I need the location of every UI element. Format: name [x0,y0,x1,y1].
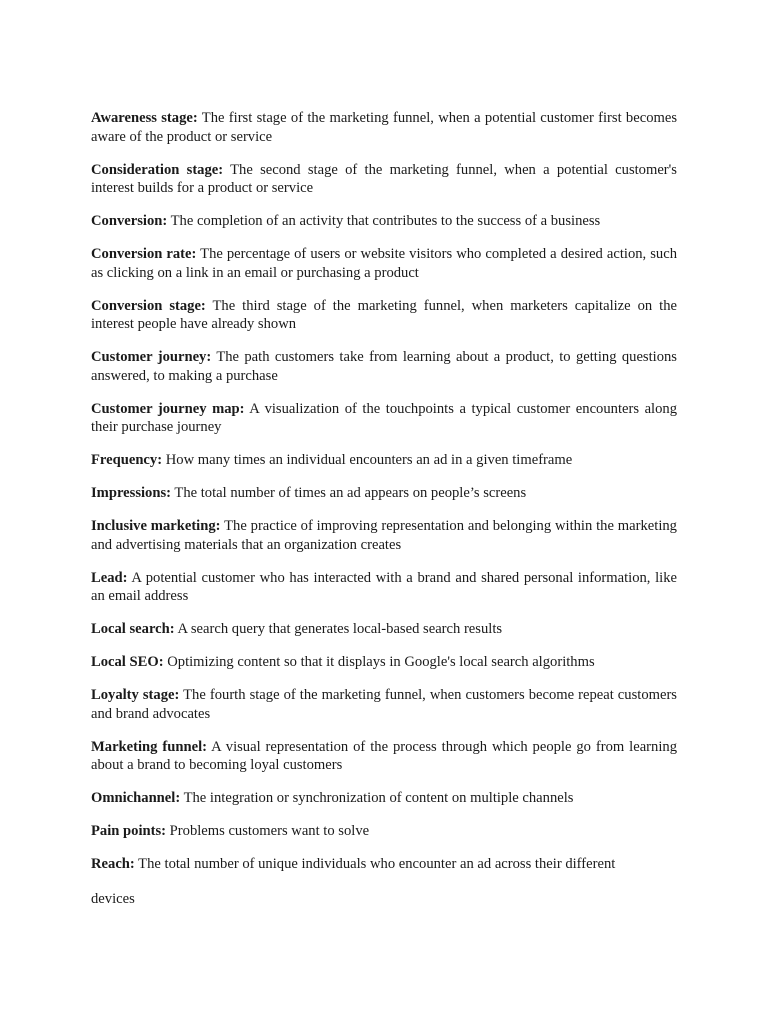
glossary-definition: How many times an individual encounters an ad in a given timeframe [165,452,573,468]
glossary-entry-marketing-funnel [91,738,677,775]
glossary-definition: The integration or synchronization of content on multiple channels [183,790,574,806]
glossary-term: Pain points: [91,823,167,839]
glossary-definition: Problems customers want to solve [169,823,370,839]
glossary-definition: The completion of an activity that contributes to the success of a business [170,213,601,229]
glossary-term: Conversion: [91,213,168,229]
glossary-entry-reach [91,855,677,874]
glossary-term: Customer journey map: [91,400,245,417]
glossary-definition: A search query that generates local-based search results [177,621,503,637]
glossary-entry-customer-journey-map [91,400,677,437]
glossary-term: Local search: [91,621,175,637]
glossary-entry-conversion-stage [91,297,677,334]
glossary-term: Conversion stage: [91,297,206,314]
glossary-definition: The third stage of the marketing funnel, when marketers capitalize on the interest people have already shown [91,297,677,332]
glossary-definition: The second stage of the marketing funnel, when a potential customer's interest builds for a product or service [91,161,677,196]
glossary-definition: The fourth stage of the marketing funnel, when customers become repeat customers and brand advocates [91,687,677,722]
glossary-entry-conversion-rate [91,245,677,282]
glossary-entry-loyalty-stage [91,686,677,723]
glossary-definition: The practice of improving representation and belonging within the marketing and advertising materials that an organization creates [91,518,677,553]
glossary-definition: The first stage of the marketing funnel, when a potential customer first becomes aware of the product or service [91,110,677,145]
glossary-term: Loyalty stage: [91,687,180,703]
glossary-definition: The total number of unique individuals who encounter an ad across their different [138,856,616,872]
glossary-term: Omnichannel: [91,790,181,806]
glossary-definition: The path customers take from learning about a product, to getting questions answered, to making a purchase [91,349,677,384]
glossary-term: Local SEO: [91,654,164,670]
glossary-entry-customer-journey [91,348,677,385]
glossary-definition: The percentage of users or website visitors who completed a desired action, such as clicking on a link in an email or purchasing a product [91,246,677,281]
glossary-page [91,109,677,908]
glossary-continuation-text: devices [91,890,135,907]
glossary-entry-omnichannel [91,789,677,808]
glossary-entry-consideration-stage [91,161,677,198]
glossary-term: Lead: [91,569,128,586]
glossary-term: Inclusive marketing: [91,518,221,534]
glossary-entry-impressions [91,484,677,503]
glossary-entry-local-search [91,620,677,639]
glossary-term: Customer journey: [91,349,212,365]
glossary-definition: A visualization of the touchpoints a typical customer encounters along their purchase journey [91,400,677,435]
glossary-entry-lead [91,569,677,606]
glossary-definition: A potential customer who has interacted with a brand and shared personal information, like an email address [91,569,678,604]
glossary-definition: The total number of times an ad appears on people’s screens [174,485,527,501]
glossary-entry-inclusive-marketing [91,517,677,554]
glossary-term: Consideration stage: [91,161,224,178]
glossary-definition: Optimizing content so that it displays in Google's local search algorithms [167,654,595,670]
glossary-definition: A visual representation of the process through which people go from learning about a brand to becoming loyal customers [91,738,677,773]
glossary-entry-frequency [91,451,677,470]
glossary-term: Awareness stage: [91,110,198,126]
glossary-term: Reach: [91,856,135,872]
glossary-entry-awareness-stage [91,109,677,146]
glossary-term: Conversion rate: [91,246,197,262]
glossary-term: Impressions: [91,485,172,501]
glossary-entry-conversion [91,212,677,231]
glossary-term: Marketing funnel: [91,738,207,755]
glossary-entry-local-seo [91,653,677,672]
glossary-entry-pain-points [91,822,677,841]
glossary-term: Frequency: [91,452,163,468]
